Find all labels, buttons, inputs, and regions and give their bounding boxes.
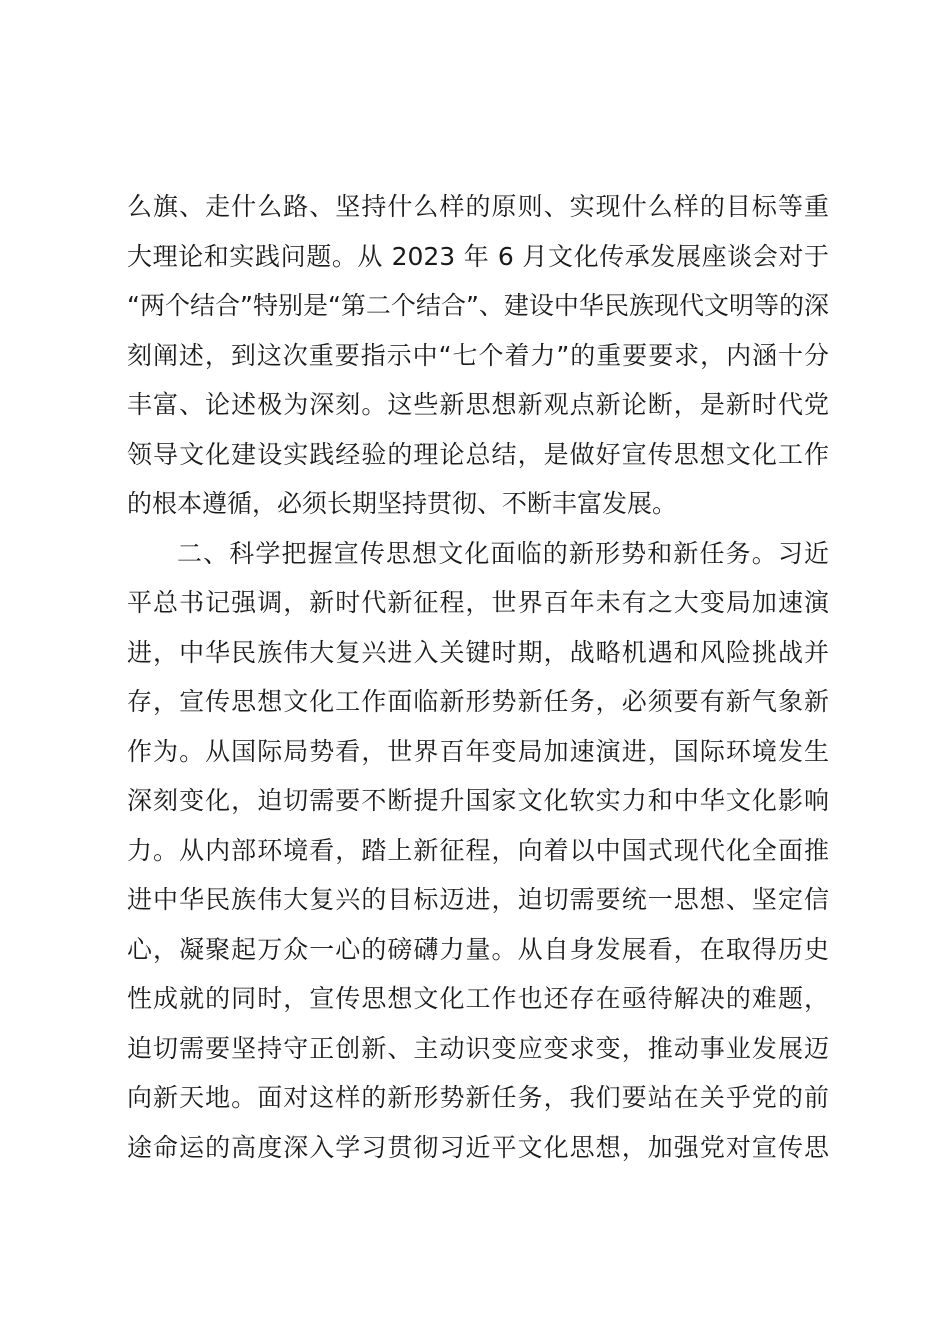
text-line: 作为。从国际局势看，世界百年变局加速演进，国际环境发生 [127,736,829,766]
text-line: 深刻变化，迫切需要不断提升国家文化软实力和中华文化影响 [127,786,829,815]
text-line: 的根本遵循，必须长期坚持贯彻、不断丰富发展。 [127,489,678,518]
text-line: 刻阐述，到这次重要指示中“七个着力”的重要要求，内涵十分 [127,340,829,370]
text-line: 大理论和实践问题。从 2023 年 6 月文化传承发展座谈会对于 [127,241,829,271]
text-line: 进，中华民族伟大复兴进入关键时期，战略机遇和风险挑战并 [127,637,829,667]
text-line: 途命运的高度深入学习贯彻习近平文化思想，加强党对宣传思 [127,1132,829,1162]
text-line: “两个结合”特别是“第二个结合”、建设中华民族现代文明等的深 [127,291,829,320]
paragraph-2 [127,529,829,1173]
text-line: 二、科学把握宣传思想文化面临的新形势和新任务。习近 [177,538,829,568]
text-line: 么旗、走什么路、坚持什么样的原则、实现什么样的目标等重 [127,192,829,221]
text-line: 性成就的同时，宣传思想文化工作也还存在亟待解决的难题， [127,984,829,1013]
text-line: 力。从内部环境看，踏上新征程，向着以中国式现代化全面推 [127,835,829,865]
text-line: 向新天地。面对这样的新形势新任务，我们要站在关乎党的前 [127,1083,829,1112]
text-line: 进中华民族伟大复兴的目标迈进，迫切需要统一思想、坚定信 [127,885,829,914]
document-body [127,182,829,1172]
text-line: 平总书记强调，新时代新征程，世界百年未有之大变局加速演 [127,588,829,617]
text-line: 存，宣传思想文化工作面临新形势新任务，必须要有新气象新 [127,687,829,716]
paragraph-1 [127,182,829,529]
text-line: 心，凝聚起万众一心的磅礴力量。从自身发展看，在取得历史 [127,934,829,964]
text-line: 丰富、论述极为深刻。这些新思想新观点新论断，是新时代党 [127,390,829,419]
text-line: 迫切需要坚持守正创新、主动识变应变求变，推动事业发展迈 [127,1033,829,1063]
text-line: 领导文化建设实践经验的理论总结，是做好宣传思想文化工作 [127,439,829,469]
